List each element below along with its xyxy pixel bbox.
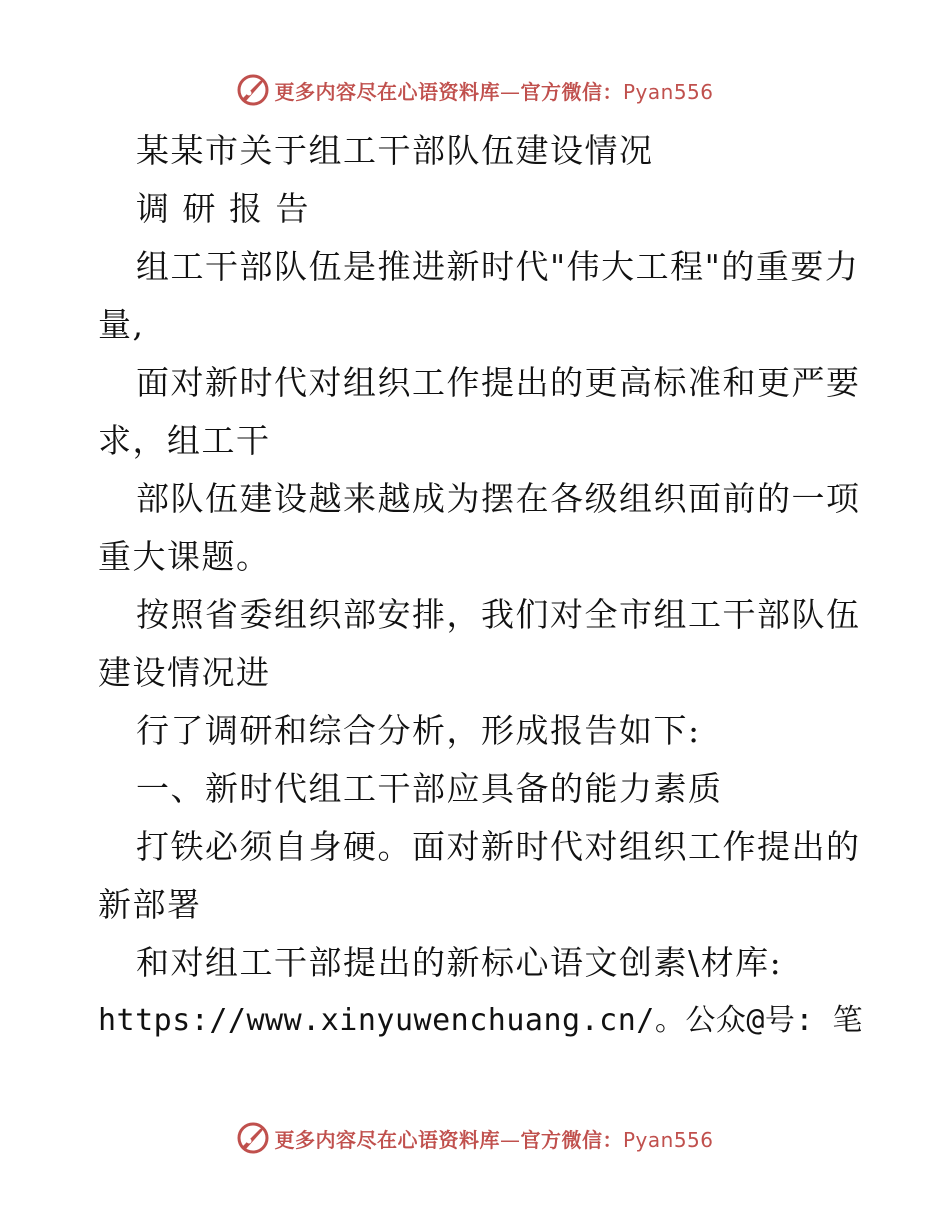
- quill-logo-icon: [236, 73, 270, 107]
- watermark-text: [274, 76, 713, 105]
- watermark-text: [274, 1124, 713, 1153]
- footer-watermark: [0, 1118, 950, 1158]
- quill-logo-icon: [236, 1121, 270, 1155]
- section-heading: 一、新时代组工干部应具备的能力素质: [136, 769, 723, 808]
- paragraph-line: 建设情况进: [98, 653, 271, 692]
- header-watermark: [0, 70, 950, 110]
- document-title: 某某市关于组工干部队伍建设情况: [136, 131, 654, 170]
- url-line: https://www.xinyuwenchuang.cn/。公众@号: 笔: [98, 1003, 864, 1038]
- watermark-label: 官方微信：: [520, 79, 623, 104]
- watermark-brand: 更多内容尽在心语资料库: [274, 79, 500, 104]
- watermark-wechat-id: Pyan556: [622, 1127, 714, 1152]
- paragraph-line: 行了调研和综合分析，形成报告如下:: [136, 711, 701, 750]
- watermark-separator: —: [499, 79, 521, 104]
- document-body: [98, 122, 864, 1050]
- paragraph-line: 求，组工干: [98, 421, 271, 460]
- paragraph-line: 量,: [98, 305, 145, 344]
- paragraph-line: 新部署: [98, 885, 202, 924]
- paragraph-line: 按照省委组织部安排，我们对全市组工干部队伍: [136, 595, 861, 634]
- watermark-separator: —: [499, 1127, 521, 1152]
- paragraph-line: 和对组工干部提出的新标心语文创素\材库:: [136, 943, 783, 982]
- watermark-wechat-id: Pyan556: [622, 79, 714, 104]
- paragraph-line: 组工干部队伍是推进新时代"伟大工程"的重要力: [136, 247, 860, 286]
- watermark-label: 官方微信：: [520, 1127, 623, 1152]
- paragraph-line: 打铁必须自身硬。面对新时代对组织工作提出的: [136, 827, 861, 866]
- document-subtitle: 调 研 报 告: [136, 189, 310, 228]
- watermark-brand: 更多内容尽在心语资料库: [274, 1127, 500, 1152]
- paragraph-line: 面对新时代对组织工作提出的更高标准和更严要: [136, 363, 861, 402]
- paragraph-line: 部队伍建设越来越成为摆在各级组织面前的一项: [136, 479, 861, 518]
- paragraph-line: 重大课题。: [98, 537, 271, 576]
